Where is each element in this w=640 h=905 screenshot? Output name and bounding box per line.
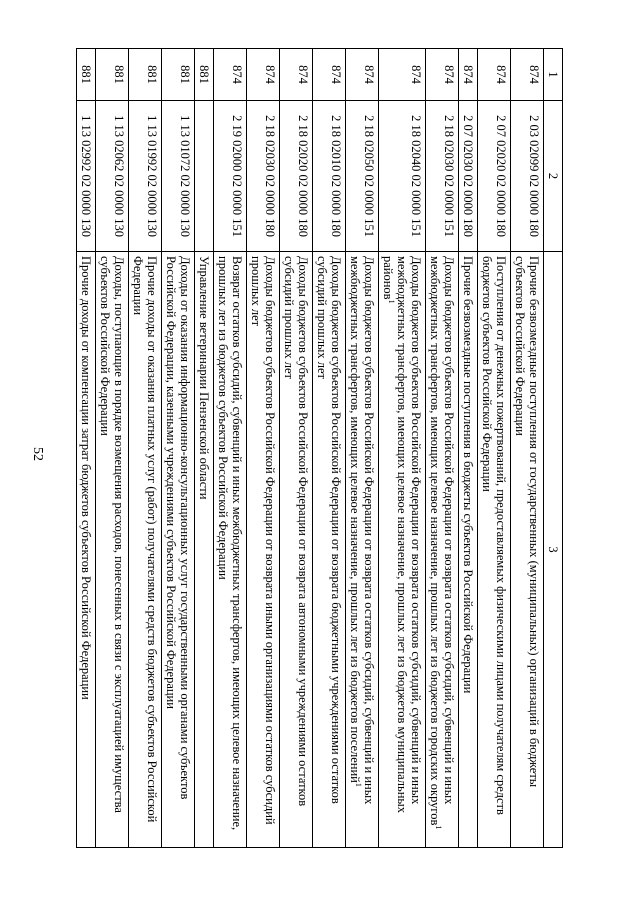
footnote-marker: 1 [434,825,444,830]
table-row [96,49,129,848]
income-name-cell [346,252,379,848]
income-name-cell [96,252,129,848]
income-codes-table [76,48,563,848]
income-code-cell: 2 03 02099 02 0000 180 [511,101,544,252]
footnote-marker: 1 [387,299,397,304]
table-row [195,49,214,848]
income-name-cell [313,252,346,848]
admin-code-cell: 881 [195,49,214,101]
admin-code-cell: 881 [162,49,195,101]
income-name-text: Доходы бюджетов субъектов Российской Федерации от возврата остатков субсидий, субвенций и иных межбюджетных трансфертов, имеющих целевое назначение, прошлых лет из бюджетов поселений [348,256,376,805]
income-code-cell: 1 13 01072 02 0000 130 [162,101,195,252]
table-row [478,49,511,848]
admin-code-cell: 874 [313,49,346,101]
admin-code-cell: 874 [379,49,426,101]
income-name-cell [280,252,313,848]
income-name-cell [162,252,195,848]
table-row [77,49,96,848]
income-code-cell: 1 13 02062 02 0000 130 [96,101,129,252]
income-name-text: Доходы бюджетов субъектов Российской Федерации от возврата автономными учреждениями остатков субсидий прошлых лет [282,256,310,807]
income-name-cell [195,252,214,848]
income-code-cell: 2 18 02020 02 0000 180 [280,101,313,252]
admin-code-cell: 874 [280,49,313,101]
income-name-text: Прочие доходы от компенсации затрат бюджетов субъектов Российской Федерации [79,256,93,700]
income-name-text: Доходы бюджетов субъектов Российской Федерации от возврата бюджетными учреждениями остатков субсидий прошлых лет [315,256,343,804]
income-code-cell: 1 13 02992 02 0000 130 [77,101,96,252]
table-row [379,49,426,848]
income-name-cell [478,252,511,848]
admin-code-cell: 881 [129,49,162,101]
income-name-cell [459,252,478,848]
table-row [426,49,459,848]
admin-code-cell: 874 [459,49,478,101]
income-name-cell [77,252,96,848]
income-name-cell [214,252,247,848]
header-col-3: 3 [544,252,563,848]
income-name-text: Возврат остатков субсидий, субвенций и иных межбюджетных трансфертов, имеющих целевое назначение, прошлых лет из бюджетов субъектов Российской Федерации [216,256,244,831]
income-name-text: Поступления от денежных пожертвований, предоставляемых физическими лицами получателям средств бюджетов субъектов Российской Федерации [480,256,508,815]
admin-code-cell: 874 [247,49,280,101]
table-row [247,49,280,848]
income-code-cell: 1 13 01992 02 0000 130 [129,101,162,252]
income-code-cell: 2 18 02030 02 0000 180 [247,101,280,252]
page-number: 52 [30,447,45,461]
income-name-text: Доходы, поступающие в порядке возмещения расходов, понесенных в связи с эксплуатацией имущества субъектов Российской Федерации [98,256,126,813]
admin-code-cell: 881 [77,49,96,101]
income-code-cell: 2 18 02030 02 0000 151 [426,101,459,252]
table-row [280,49,313,848]
income-name-cell [511,252,544,848]
table-row [346,49,379,848]
income-name-text: Прочие доходы от оказания платных услуг (работ) получателями средств бюджетов субъектов Российской Федерации [131,256,159,823]
income-code-cell: 2 18 02040 02 0000 151 [379,101,426,252]
rotated-table-wrapper [73,48,563,848]
table-row [162,49,195,848]
income-name-text: Доходы бюджетов субъектов Российской Федерации от возврата иными организациями остатков субсидий прошлых лет [249,256,277,825]
admin-code-cell: 874 [426,49,459,101]
table-header-row [544,49,563,848]
table-row [511,49,544,848]
income-code-cell [195,101,214,252]
income-code-cell: 2 18 02050 02 0000 151 [346,101,379,252]
admin-code-cell: 874 [214,49,247,101]
admin-code-cell: 874 [511,49,544,101]
income-name-text: Доходы бюджетов субъектов Российской Федерации от возврата остатков субсидий, субвенций и иных межбюджетных трансфертов, имеющих целевое назначение, прошлых лет из бюджетов муниципальных районов [381,256,423,814]
income-name-text: Управление ветеринарии Пензенской области [197,256,211,500]
admin-code-cell: 874 [478,49,511,101]
income-code-cell: 2 07 02020 02 0000 180 [478,101,511,252]
income-name-text: Доходы бюджетов субъектов Российской Федерации от возврата остатков субсидий, субвенций и иных межбюджетных трансфертов, имеющих целевое назначение, прошлых лет из бюджетов городских округов [428,256,456,826]
income-name-text: Доходы от оказания информационно-консультационных услуг государственными органами субъектов Российской Федерации, казенными учреждениями субъектов Российской Федерации [164,256,192,800]
header-col-2: 2 [544,101,563,252]
income-name-cell [247,252,280,848]
admin-code-cell: 881 [96,49,129,101]
table-row [214,49,247,848]
income-name-text: Прочие безвозмездные поступления в бюджеты субъектов Российской Федерации [461,256,475,694]
income-name-cell [129,252,162,848]
income-code-cell: 2 07 02030 02 0000 180 [459,101,478,252]
income-code-cell: 2 18 02010 02 0000 180 [313,101,346,252]
table-row [313,49,346,848]
income-name-cell [379,252,426,848]
table-body [77,49,563,848]
income-code-cell: 2 19 02000 02 0000 151 [214,101,247,252]
table-row [129,49,162,848]
header-col-1: 1 [544,49,563,101]
income-name-cell [426,252,459,848]
table-row [459,49,478,848]
footnote-marker: 1 [354,782,364,787]
admin-code-cell: 874 [346,49,379,101]
income-name-text: Прочие безвозмездные поступления от государственных (муниципальных) организаций в бюджеты субъектов Российской Федерации [513,256,541,788]
